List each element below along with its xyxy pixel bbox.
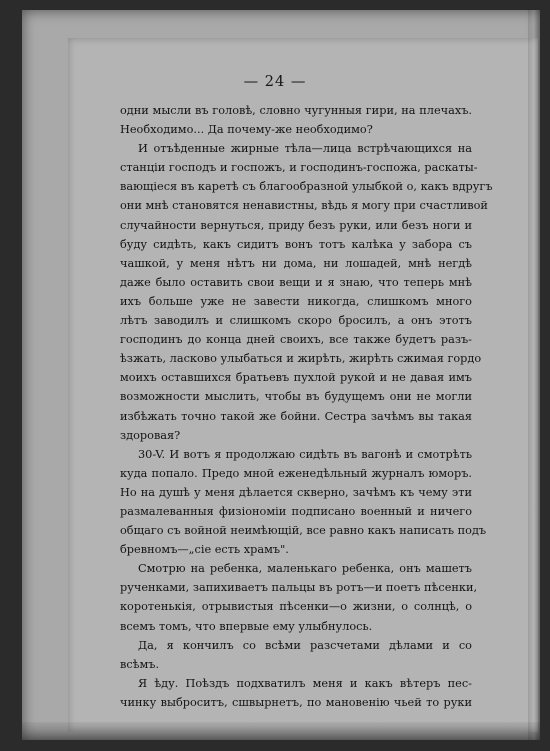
text-line: чинку выброситъ, сшвырнетъ, по мановенію чьей то руки [120, 695, 472, 709]
text-line: ихъ больше уже не завести никогда, слишкомъ много [120, 294, 472, 308]
text-line: коротенькія, отрывистыя пѣсенки—о жизни, о солнцѣ, о [120, 600, 472, 614]
paragraph-4 [120, 559, 478, 635]
text-line: Необходимо... Да почему-же необходимо? [120, 123, 373, 137]
text-line: Но на душѣ у меня дѣлается скверно, зачѣмъ къ чему эти [120, 485, 472, 499]
text-line: возможности мыслить, чтобы въ будущемъ они не могли [120, 390, 472, 404]
text-line: они мнѣ становятся ненавистны, вѣдь я могу при счастливой [120, 199, 488, 213]
text-line: случайности вернуться, приду безъ руки, или безъ ноги и [120, 218, 472, 232]
paragraph-5 [120, 636, 472, 674]
text-line: лѣтъ заводилъ и слишкомъ скоро бросилъ, а онъ этотъ [120, 314, 472, 328]
text-line: Да, я кончилъ со всѣми разсчетами дѣлами и со [138, 638, 472, 652]
body-text [120, 101, 493, 712]
text-line: общаго съ войной неимѣющій, все равно какъ написать подъ [120, 524, 487, 538]
text-line: Я ѣду. Поѣздъ подхватилъ меня и какъ вѣтеръ пес- [138, 676, 472, 690]
text-line: одни мысли въ головѣ, словно чугунныя гири, на плечахъ. [120, 104, 472, 117]
paragraph-6 [120, 674, 472, 712]
text-line: станціи господъ и госпожъ, и господинъ-госпожа, раскаты- [120, 161, 478, 175]
text-line: даже было оставить свои вещи и я знаю, что теперь мнѣ [120, 275, 472, 289]
text-line: всѣмъ. [120, 657, 160, 671]
text-line: размалеванныя физіономіи подписано военный и ничего [120, 504, 472, 518]
text-line: рученками, запихиваетъ пальцы въ ротъ—и поетъ пѣсенки, [120, 581, 478, 595]
paragraph-1 [120, 101, 472, 139]
text-line: здоровая? [120, 428, 181, 442]
text-line: 30-V. И вотъ я продолжаю сидѣть въ вагонѣ и смотрѣть [138, 447, 472, 461]
text-line: Смотрю на ребенка, маленькаго ребенка, онъ машетъ [138, 562, 472, 576]
text-line: чашкой, у меня нѣтъ ни дома, ни лошадей, мнѣ негдѣ [120, 256, 472, 270]
text-line: господинъ до конца дней своихъ, все также будетъ разъ- [120, 333, 472, 347]
text-line: избѣжать точно такой же бойни. Сестра зачѣмъ вы такая [120, 409, 472, 423]
text-line: буду сидѣть, какъ сидитъ вонъ тотъ калѣка у забора съ [120, 237, 472, 251]
page-bottom-shadow [22, 722, 540, 740]
text-line: вающіеся въ каретѣ съ благообразной улыбкой о, какъ вдругъ [120, 180, 493, 194]
text-line: И отъѣденные жирные тѣла—лица встрѣчающихся на [138, 142, 472, 156]
paragraph-3 [120, 445, 487, 560]
text-line: всемъ томъ, что впервые ему улыбнулось. [120, 619, 373, 633]
page-number: — 24 — [243, 74, 307, 90]
page-edge-shadow [528, 10, 540, 740]
text-line: бревномъ—„сіе есть храмъ". [120, 543, 289, 557]
text-line: моихъ оставшихся братьевъ пухлой рукой и не давая имъ [120, 371, 472, 385]
text-line: куда попало. Предо мной еженедѣльный журналъ юморъ. [120, 466, 472, 480]
paragraph-2 [120, 139, 493, 445]
text-line: ѣзжать, ласково улыбаться и жирѣть, жирѣть сжимая гордо [120, 352, 482, 366]
